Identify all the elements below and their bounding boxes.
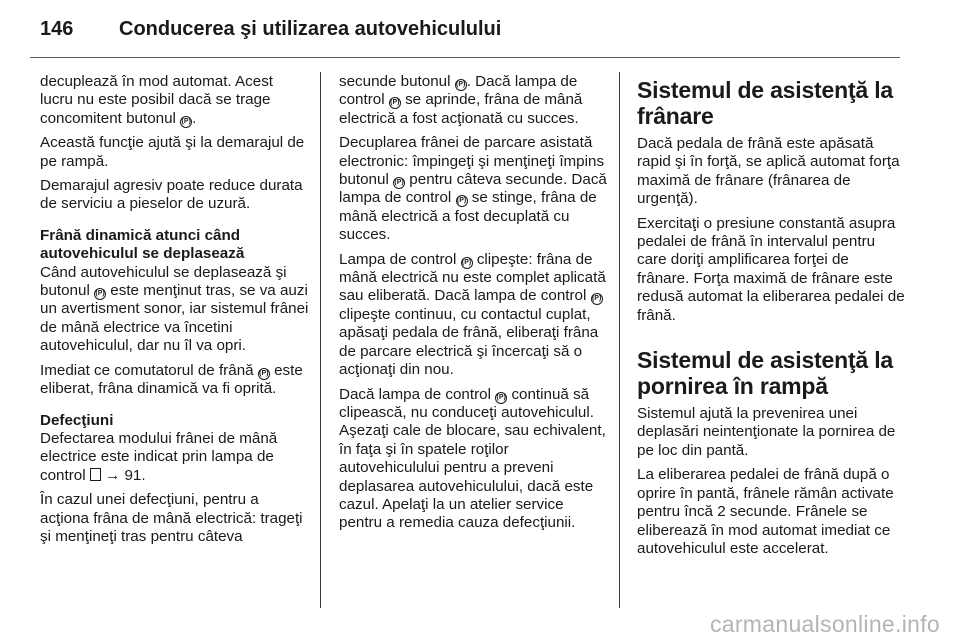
text: . Dacă lampa de control (339, 73, 578, 109)
paragraph (40, 430, 310, 485)
section-heading: Sistemul de asistenţă la frânare (637, 77, 893, 129)
text: Când autovehiculul se deplasează şi butonul (40, 263, 287, 300)
text: . (192, 109, 197, 127)
page-title: Conducerea şi utilizarea autovehiculului (119, 18, 502, 40)
section-heading: Sistemul de asistenţă la pornirea în rampă (637, 347, 893, 400)
text: pentru câteva secunde. Dacă lampa de control (339, 171, 607, 207)
paragraph: Dacă pedala de frână este apăsată rapid şi în forţă, se aplică automat forţa maximă de frânare (frânarea de urgenţă). (637, 135, 900, 208)
paragraph: Exercitaţi o presiune constantă asupra pedalei de frână în intervalul pentru care doriţi amplificarea forţei de frânare. Forţa maximă de frânare este redusă automat la eliberarea pedalei de frână. (637, 214, 905, 324)
park-brake-icon: (P) (180, 116, 192, 128)
paragraph (339, 73, 609, 128)
book-icon (90, 468, 101, 481)
column-1 (40, 73, 310, 612)
park-brake-icon: (P) (456, 195, 468, 207)
paragraph (339, 386, 609, 533)
watermark: carmanualsonline.info (709, 611, 940, 637)
text: continuă să clipească, nu conduceţi autovehiculul. Aşezaţi cale de blocare, sau echivalent, în faţa şi în spatele roţilor autovehiculului pentru a preveni deplasarea autovehiculului, dacă este cazul. Apelaţi la un atelier service pentru a remedia cauza defecţiunii. (339, 385, 606, 532)
park-brake-icon: (P) (94, 288, 106, 300)
column-2 (339, 73, 609, 612)
text: Dacă lampa de control (339, 385, 491, 403)
text: decuplează în mod automat. Acest lucru nu este posibil dacă se trage concomitent butonul (40, 73, 274, 127)
text: Lampa de control (339, 250, 457, 268)
paragraph (339, 134, 609, 244)
park-brake-icon: (P) (495, 392, 507, 404)
text: secunde butonul (339, 73, 451, 90)
park-brake-icon: (P) (461, 257, 473, 269)
paragraph (40, 362, 310, 399)
text: Defectarea modului frânei de mână electrice este indicat prin lampa de control (40, 429, 278, 484)
park-brake-icon: (P) (258, 368, 270, 380)
paragraph: Sistemul ajută la prevenirea unei deplasări neintenţionate la pornirea de pe loc din pantă. (637, 405, 896, 459)
text: este menţinut tras, se va auzi un avertisment sonor, iar sistemul frânei de mână electrice va încetini autovehiculul, dar nu îl va opri. (40, 282, 309, 355)
page-number: 146 (40, 18, 74, 40)
paragraph (40, 264, 310, 356)
header-rule (30, 57, 900, 58)
text: se aprinde, frâna de mână electrică a fost acţionată cu succes. (339, 91, 583, 127)
subheading: Frână dinamică atunci când autovehiculul se deplasează (40, 226, 245, 263)
page-link[interactable]: 91. (124, 466, 146, 484)
column-divider (320, 72, 321, 608)
paragraph (40, 73, 310, 128)
text: este eliberat, frâna dinamică va fi oprită. (40, 361, 303, 398)
park-brake-icon: (P) (455, 79, 467, 91)
paragraph (339, 251, 609, 380)
paragraph: În cazul unei defecţiuni, pentru a acţiona frâna de mână electrică: trageţi şi menţineţi tras pentru câteva (40, 491, 303, 545)
park-brake-icon: (P) (393, 177, 405, 189)
column-divider (619, 72, 620, 608)
paragraph: Demarajul agresiv poate reduce durata de serviciu a pieselor de uzură. (40, 177, 303, 213)
paragraph: La eliberarea pedalei de frână după o oprire în pantă, frânele rămân activate pentru încă 2 secunde. Frânele se eliberează în mod automat imediat ce autovehiculul este accelerat. (637, 466, 894, 557)
text: clipeşte: frâna de mână electrică nu este complet aplicată sau eliberată. Dacă lampa de control (339, 250, 606, 305)
paragraph: Această funcţie ajută şi la demarajul de pe rampă. (40, 134, 305, 170)
column-3 (637, 73, 905, 612)
text: se stinge, frâna de mână electrică a fost decuplată cu succes. (339, 189, 597, 244)
park-brake-icon: (P) (389, 97, 401, 109)
text: Decuplarea frânei de parcare asistată electronic: împingeţi şi menţineţi împins butonul (339, 134, 605, 189)
park-brake-icon: (P) (591, 293, 603, 305)
subheading: Defecţiuni (40, 411, 114, 429)
text: Imediat ce comutatorul de frână (40, 361, 254, 379)
text: clipeşte continuu, cu contactul cuplat, apăsaţi pedala de frână, eliberaţi frâna de parcare electrică şi încercaţi să o acţionaţi din nou. (339, 305, 599, 379)
arrow-icon[interactable]: → (105, 466, 121, 484)
